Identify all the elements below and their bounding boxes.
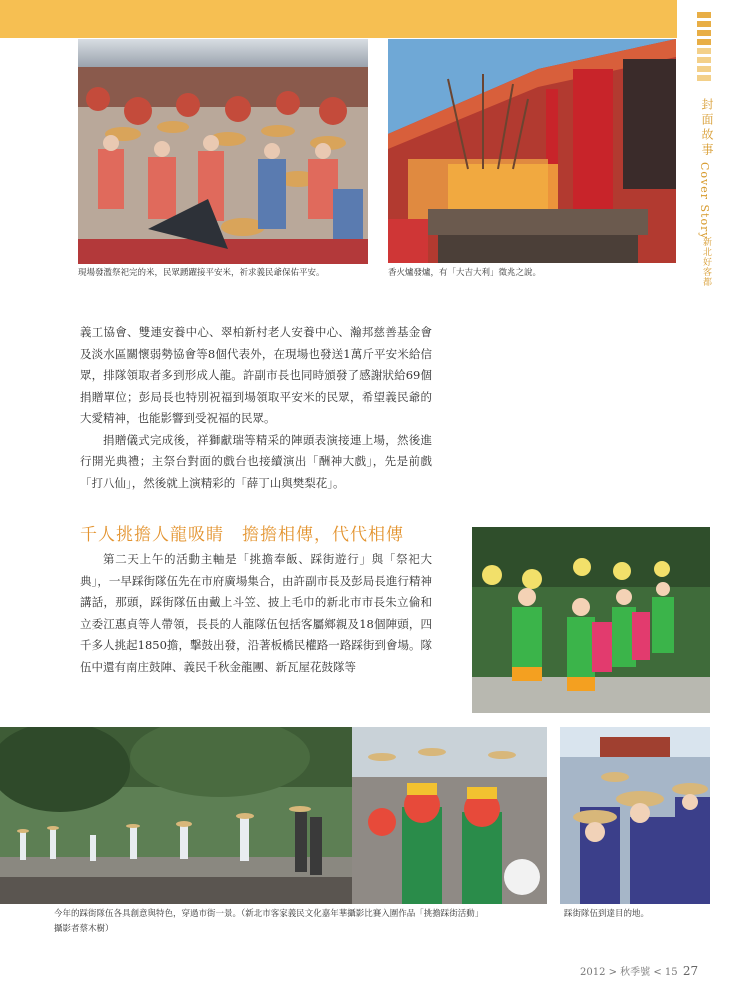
bottom-caption-line-1: 今年的踩街隊伍各具創意與特色，穿過市街一景。（新北市客家義民文化嘉年華攝影比賽入圍作品「挑擔踩街活動」 xyxy=(54,909,484,919)
bottom-photo-caption xyxy=(54,907,483,937)
photo-arrival-caption: 踩街隊伍到達目的地。 xyxy=(564,909,650,919)
section-heading: 千人挑擔人龍吸睛 擔擔相傳，代代相傳 xyxy=(80,525,404,545)
issue-label: 2012 > 秋季號 < 15 xyxy=(580,967,678,978)
article-paragraph: 義工協會、雙連安養中心、翠柏新村老人安養中心、瀚邦慈善基金會及淡水區關懷弱勢協會等8個代表外，在現場也發送1萬斤平安米給信眾，排隊領取者多到形成人龍。許副市長也同時頒發了感謝狀給69個捐贈單位；彭局長也特別祝福到場領取平安米的民眾，希望義民爺的大愛精神，也能影響到受祝福的民眾。 xyxy=(80,325,432,425)
article-body-top xyxy=(80,322,432,494)
photo-children-parade xyxy=(472,527,710,713)
page-footer xyxy=(580,963,698,978)
article-paragraph: 第二天上午的活動主軸是「挑擔奉飯、踩街遊行」與「祭祀大典」，一早踩街隊伍先在市府廣場集合，由許副市長及彭局長進行精神講話，那頭，踩街隊伍由戴上斗笠、披上毛巾的新北市市長朱立倫和立委江惠貞等人帶領，長長的人龍隊伍包括客屬鄉親及18個陣頭，四千多人挑起1850擔，擊鼓出發，沿著板橋民權路一路踩街到會場。隊伍中還有南庄鼓陣、義民千秋金龍團、新瓦屋花鼓隊等 xyxy=(80,552,432,674)
page-number: 27 xyxy=(682,964,699,978)
photo-crowd-rice xyxy=(78,39,368,264)
photo-parade-arrival xyxy=(560,727,710,904)
photo-street-parade xyxy=(0,727,352,904)
section-marker xyxy=(697,12,711,84)
photo-deity-costumes xyxy=(352,727,547,904)
photo-incense-caption: 香火爐發爐，有「大吉大利」徵兆之說。 xyxy=(388,268,542,278)
photo-crowd-caption: 現場發濫祭祀完的米，民眾踴躍接平安米，祈求義民爺保佑平安。 xyxy=(78,268,325,278)
photo-incense-burner xyxy=(388,39,676,263)
column-title: 新北好客都 xyxy=(701,237,711,287)
article-body-bottom xyxy=(80,549,432,678)
article-paragraph: 捐贈儀式完成後，祥獅獻瑞等精采的陣頭表演接連上場，然後進行開光典禮；主祭台對面的戲台也接續演出「酬神大戲」，先是前戲「打八仙」，然後就上演精彩的「薛丁山與樊梨花」。 xyxy=(80,432,432,490)
bottom-caption-line-2: 攝影者蔡木樹） xyxy=(54,924,114,934)
section-title: 封面故事 xyxy=(700,98,714,158)
section-title-english: Cover Story xyxy=(698,162,711,240)
top-color-band xyxy=(0,0,677,38)
